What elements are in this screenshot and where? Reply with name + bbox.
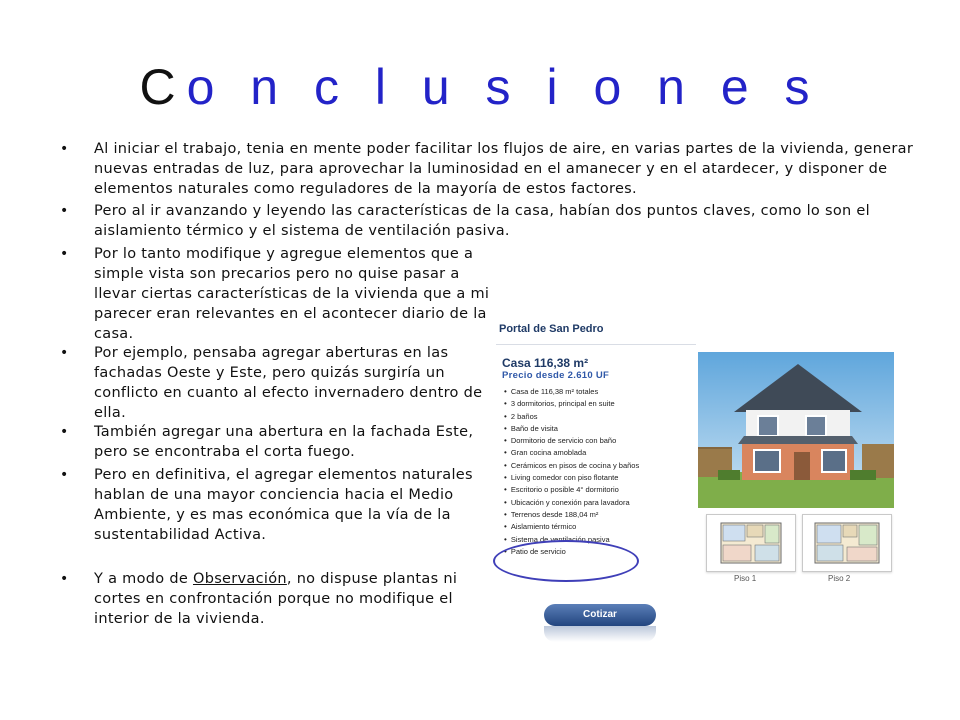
floor-label-2: Piso 2 <box>828 574 851 583</box>
bullet-item: • Pero en definitiva, el agregar elementos naturales hablan de una mayor conciencia hacia el Medio Ambiente, y es mas económica que la vía de la sustentabilidad Activa. <box>94 465 494 545</box>
feature-item: • Sistema de ventilación pasiva <box>504 534 639 546</box>
cotizar-button-reflection <box>544 626 656 642</box>
feature-list <box>504 386 639 558</box>
observacion-link[interactable]: Observación <box>192 571 287 587</box>
feature-item: • Dormitorio de servicio con baño <box>504 435 639 447</box>
bullet-prefix: Y a modo de <box>94 571 193 587</box>
cotizar-button[interactable]: Cotizar <box>544 604 656 626</box>
feature-item: • Living comedor con piso flotante <box>504 472 639 484</box>
listing-divider <box>496 344 696 345</box>
feature-item: • Terrenos desde 188,04 m² <box>504 509 639 521</box>
feature-item: • Ubicación y conexión para lavadora <box>504 497 639 509</box>
feature-item: • Cerámicos en pisos de cocina y baños <box>504 460 639 472</box>
slide-title-rest: o n c l u s i o n e s <box>186 59 821 115</box>
house-photo <box>698 352 894 508</box>
house-listing-panel <box>490 316 910 646</box>
bullet-item: • Al iniciar el trabajo, tenia en mente poder facilitar los flujos de aire, en varias partes de la vivienda, generar nuevas entradas de luz, para aprovechar la luminosidad en el amanecer y en el atardecer, y disponer de elementos naturales como reguladores de la mayoría de estos factores. <box>94 139 934 199</box>
feature-item: • Baño de visita <box>504 423 639 435</box>
feature-item: • Gran cocina amoblada <box>504 447 639 459</box>
feature-item: • Aislamiento térmico <box>504 521 639 533</box>
feature-item: • Patio de servicio <box>504 546 639 558</box>
floor-plan-1-drawing <box>707 515 795 571</box>
bullet-item: • También agregar una abertura en la fachada Este, pero se encontraba el corta fuego. <box>94 422 494 462</box>
bullet-item: • Por ejemplo, pensaba agregar aberturas en las fachadas Oeste y Este, pero quizás surgiría un conflicto en cuanto al efecto invernadero dentro de ella. <box>94 343 494 423</box>
bullet-item-observacion <box>94 569 494 629</box>
bullet-suffix: , no dispuse plantas ni cortes en confrontación porque no modifique el interior de la vivienda. <box>94 571 458 627</box>
house-name: Casa 116,38 m² <box>502 356 589 370</box>
floor-plan-2-drawing <box>803 515 891 571</box>
floor-plan-1[interactable] <box>706 514 796 572</box>
slide-title <box>0 58 960 116</box>
floor-label-1: Piso 1 <box>734 574 757 583</box>
bullet-item: • Por lo tanto modifique y agregue elementos que a simple vista son precarios pero no quise pasar a llevar ciertas características de la vivienda que a mi parecer eran relevantes en el acontecer diario de la casa. <box>94 244 494 344</box>
bullet-item: • Pero al ir avanzando y leyendo las características de la casa, habían dos puntos claves, como lo son el aislamiento térmico y el sistema de ventilación pasiva. <box>94 201 934 241</box>
highlight-oval <box>493 540 639 582</box>
listing-title: Portal de San Pedro <box>499 323 604 335</box>
slide-title-first-letter: C <box>139 59 187 115</box>
feature-item: • 3 dormitorios, principal en suite <box>504 398 639 410</box>
feature-item: • 2 baños <box>504 411 639 423</box>
house-price: Precio desde 2.610 UF <box>502 370 610 381</box>
feature-item: • Casa de 116,38 m² totales <box>504 386 639 398</box>
feature-item: • Escritorio o posible 4° dormitorio <box>504 484 639 496</box>
floor-plan-2[interactable] <box>802 514 892 572</box>
